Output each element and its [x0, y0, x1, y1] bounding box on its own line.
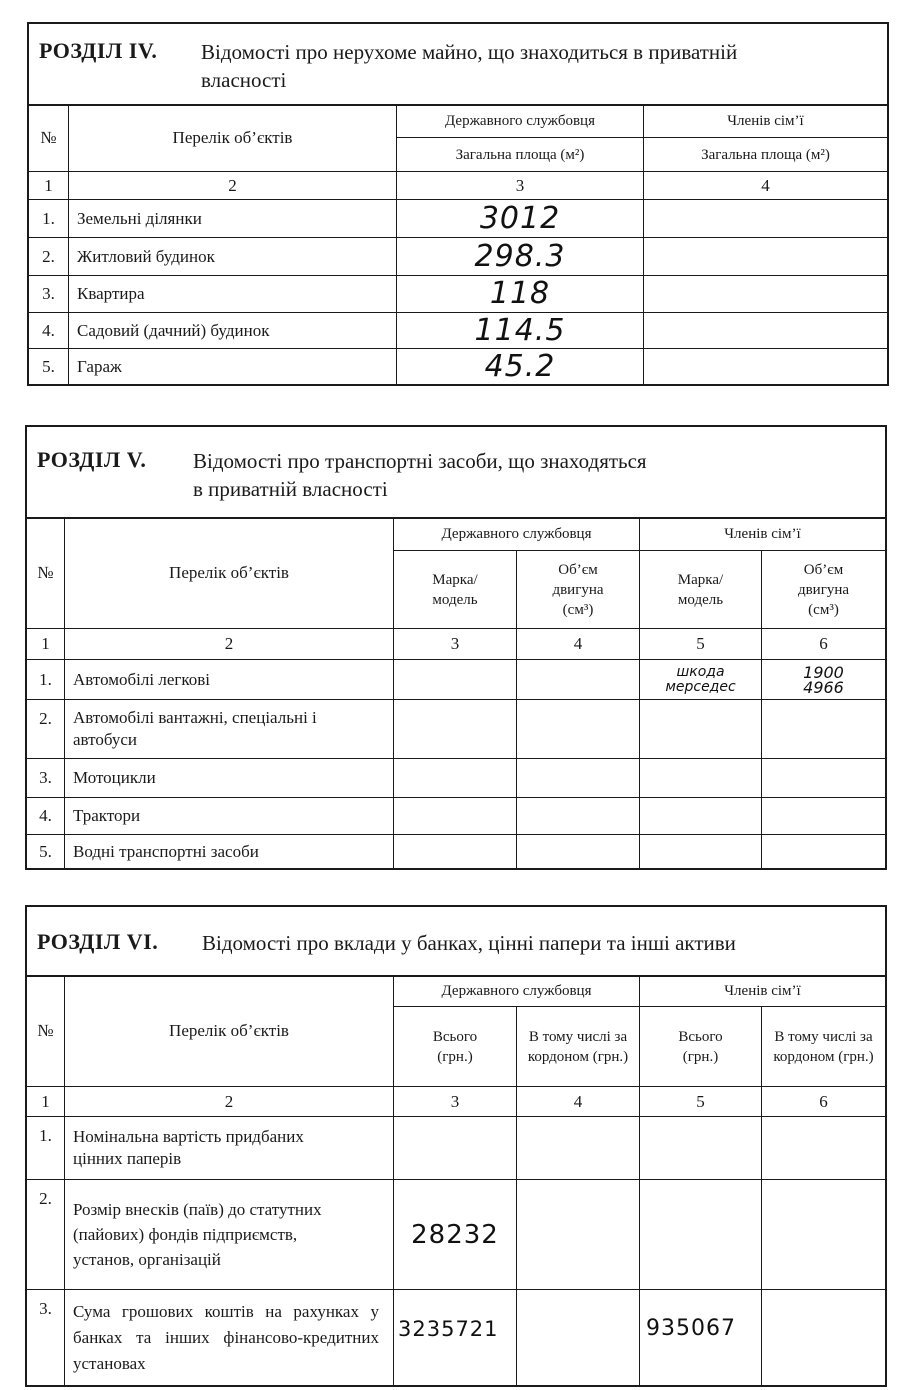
family-brand-2: мерседес — [665, 678, 736, 695]
section-6-deposits-securities — [25, 905, 887, 1387]
row-name: Розмір внесків (паїв) до статутних (пайових) фондів підприємств, установ, організацій — [65, 1180, 394, 1290]
row-name: Квартира — [69, 276, 397, 313]
header-employee: Державного службовця — [394, 517, 640, 551]
family-abroad-value — [762, 1180, 885, 1290]
section-4-real-estate — [27, 22, 889, 386]
header-family-total: Всього (грн.) — [640, 1007, 762, 1087]
header-family: Членів сім’ї — [640, 975, 885, 1007]
family-area-value — [644, 276, 887, 313]
section-6-label: РОЗДІЛ VI. — [37, 929, 159, 954]
header-list: Перелік об’єктів — [65, 517, 394, 629]
family-engine-2: 4966 — [803, 677, 844, 697]
employee-brand-value — [394, 700, 517, 759]
row-num: 4. — [29, 313, 69, 349]
row-num: 5. — [27, 835, 65, 868]
employee-area-value: 298.3 — [397, 238, 644, 276]
row-name: Садовий (дачний) будинок — [69, 313, 397, 349]
col-number: 3 — [394, 1087, 517, 1117]
row-num: 1. — [29, 200, 69, 238]
row-name: Сума грошових коштів на рахунках у банках та інших фінансово-кредитних установах — [65, 1290, 394, 1385]
employee-total-value: 3235721 — [394, 1290, 517, 1385]
section-4-title-line1: Відомості про нерухоме майно, що знаходиться в приватній — [201, 40, 738, 64]
employee-area-value: 45.2 — [397, 349, 644, 384]
col-number: 3 — [397, 172, 644, 200]
employee-engine-value — [517, 759, 640, 798]
col-number: 5 — [640, 1087, 762, 1117]
family-brand-value — [640, 660, 762, 700]
row-name: Мотоцикли — [65, 759, 394, 798]
col-number: 2 — [69, 172, 397, 200]
family-brand-value — [640, 700, 762, 759]
section-5-title-line1: Відомості про транспортні засоби, що знаходяться — [193, 449, 647, 473]
employee-area-value: 3012 — [397, 200, 644, 238]
employee-total-value: 28232 — [394, 1180, 517, 1290]
family-engine-value — [762, 798, 885, 835]
col-number: 4 — [517, 629, 640, 660]
family-abroad-value — [762, 1290, 885, 1385]
row-name: Автомобілі вантажні, спеціальні і автобуси — [65, 700, 394, 759]
row-num: 3. — [27, 1290, 65, 1385]
row-num: 4. — [27, 798, 65, 835]
header-num: № — [27, 975, 65, 1087]
header-employee-engine: Об’єм двигуна (см³) — [517, 551, 640, 629]
row-num: 3. — [27, 759, 65, 798]
col-number: 1 — [27, 629, 65, 660]
header-list: Перелік об’єктів — [69, 104, 397, 172]
family-brand-value — [640, 798, 762, 835]
col-number: 1 — [27, 1087, 65, 1117]
employee-engine-value — [517, 835, 640, 868]
header-employee-total: Всього (грн.) — [394, 1007, 517, 1087]
employee-abroad-value — [517, 1180, 640, 1290]
employee-abroad-value — [517, 1290, 640, 1385]
family-engine-value — [762, 660, 885, 700]
header-employee-area: Загальна площа (м²) — [397, 138, 644, 172]
row-name: Гараж — [69, 349, 397, 384]
section-5-vehicles — [25, 425, 887, 870]
header-family: Членів сім’ї — [644, 104, 887, 138]
header-family-brand: Марка/ модель — [640, 551, 762, 629]
employee-area-value: 114.5 — [397, 313, 644, 349]
employee-engine-value — [517, 660, 640, 700]
family-abroad-value — [762, 1117, 885, 1180]
col-number: 5 — [640, 629, 762, 660]
family-total-value — [640, 1117, 762, 1180]
employee-abroad-value — [517, 1117, 640, 1180]
row-num: 2. — [27, 1180, 65, 1290]
section-5-title-line2: в приватній власності — [193, 477, 388, 501]
employee-total-value — [394, 1117, 517, 1180]
row-name: Номінальна вартість придбаних цінних паперів — [65, 1117, 394, 1180]
section-6-title-line1: Відомості про вклади у банках, цінні папери та інші активи — [202, 931, 736, 955]
header-employee-abroad: В тому числі за кордоном (грн.) — [517, 1007, 640, 1087]
family-area-value — [644, 349, 887, 384]
family-area-value — [644, 238, 887, 276]
employee-brand-value — [394, 759, 517, 798]
row-name: Трактори — [65, 798, 394, 835]
col-number: 3 — [394, 629, 517, 660]
employee-engine-value — [517, 700, 640, 759]
row-num: 2. — [27, 700, 65, 759]
family-total-value — [640, 1180, 762, 1290]
family-brand-value — [640, 759, 762, 798]
family-brand-value — [640, 835, 762, 868]
family-area-value — [644, 200, 887, 238]
family-total-value: 935067 — [640, 1290, 762, 1385]
employee-area-value: 118 — [397, 276, 644, 313]
header-family-engine: Об’єм двигуна (см³) — [762, 551, 885, 629]
col-number: 2 — [65, 1087, 394, 1117]
family-engine-value — [762, 700, 885, 759]
header-employee-brand: Марка/ модель — [394, 551, 517, 629]
row-name: Автомобілі легкові — [65, 660, 394, 700]
header-num: № — [29, 104, 69, 172]
row-name: Житловий будинок — [69, 238, 397, 276]
col-number: 6 — [762, 629, 885, 660]
section-6-title — [27, 907, 885, 977]
section-5-label: РОЗДІЛ V. — [37, 447, 147, 472]
row-num: 5. — [29, 349, 69, 384]
col-number: 4 — [644, 172, 887, 200]
row-num: 1. — [27, 1117, 65, 1180]
section-4-label: РОЗДІЛ IV. — [39, 38, 158, 63]
header-employee: Державного службовця — [397, 104, 644, 138]
family-engine-value — [762, 835, 885, 868]
header-list: Перелік об’єктів — [65, 975, 394, 1087]
header-family-area: Загальна площа (м²) — [644, 138, 887, 172]
employee-brand-value — [394, 660, 517, 700]
row-name: Земельні ділянки — [69, 200, 397, 238]
section-4-title-line2: власності — [201, 68, 287, 92]
employee-brand-value — [394, 835, 517, 868]
header-family-abroad: В тому числі за кордоном (грн.) — [762, 1007, 885, 1087]
header-num: № — [27, 517, 65, 629]
employee-brand-value — [394, 798, 517, 835]
section-5-title — [27, 427, 885, 519]
col-number: 1 — [29, 172, 69, 200]
family-engine-value — [762, 759, 885, 798]
col-number: 4 — [517, 1087, 640, 1117]
col-number: 6 — [762, 1087, 885, 1117]
col-number: 2 — [65, 629, 394, 660]
row-name: Водні транспортні засоби — [65, 835, 394, 868]
family-brand-1: шкода — [676, 663, 725, 680]
row-num: 2. — [29, 238, 69, 276]
employee-engine-value — [517, 798, 640, 835]
row-num: 3. — [29, 276, 69, 313]
header-family: Членів сім’ї — [640, 517, 885, 551]
family-engine-1: 1900 — [803, 662, 844, 682]
row-num: 1. — [27, 660, 65, 700]
section-4-title — [29, 24, 887, 106]
family-area-value — [644, 313, 887, 349]
header-employee: Державного службовця — [394, 975, 640, 1007]
